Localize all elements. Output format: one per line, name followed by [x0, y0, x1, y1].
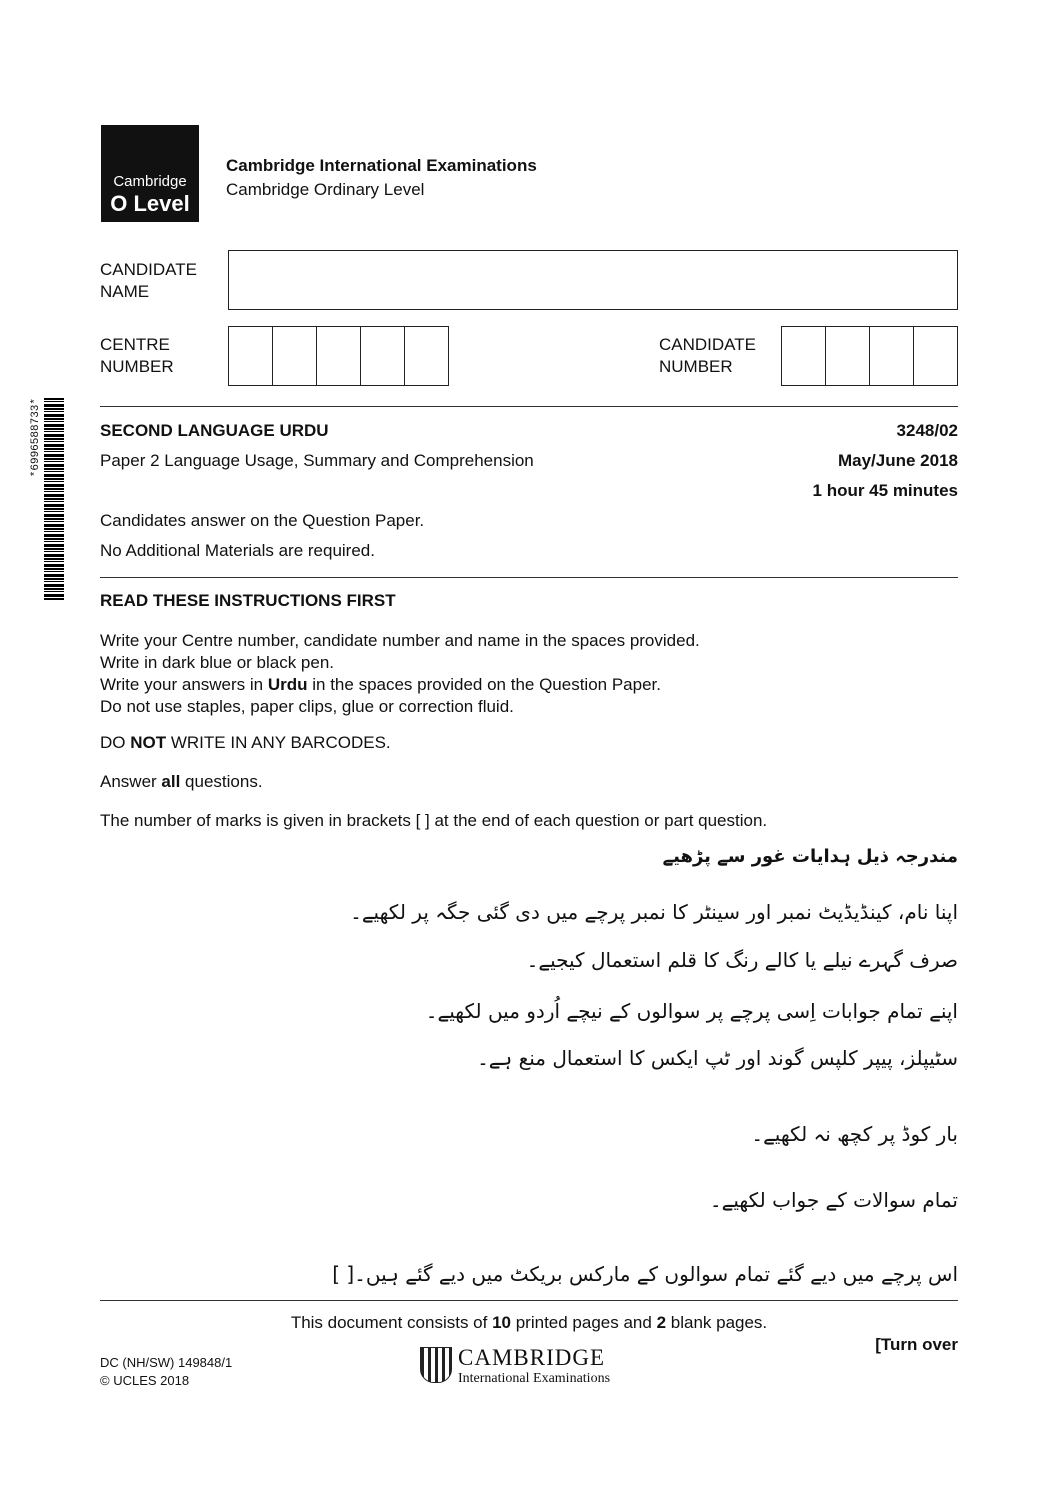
cambridge-wordmark: CAMBRIDGE — [458, 1345, 606, 1370]
document-reference: DC (NH/SW) 149848/1 — [100, 1355, 233, 1370]
barcode — [44, 398, 64, 600]
digit-cell[interactable] — [404, 327, 448, 385]
emphasis: 2 — [656, 1313, 667, 1332]
cambridge-crest-icon — [420, 1347, 452, 1383]
text: Answer — [100, 772, 162, 791]
instructions-block — [100, 630, 700, 718]
materials-line: No Additional Materials are required. — [100, 541, 375, 560]
paper-title: Paper 2 Language Usage, Summary and Comprehension — [100, 451, 534, 470]
candidate-name-label — [100, 259, 197, 303]
logo-line1: Cambridge — [113, 173, 187, 190]
text: in the spaces provided on the Question Paper. — [307, 675, 661, 694]
instruction-line: Write in dark blue or black pen. — [100, 653, 335, 672]
exam-session: May/June 2018 — [837, 451, 958, 470]
text: DO — [100, 733, 131, 752]
centre-number-field[interactable] — [228, 326, 449, 386]
emphasis: 10 — [492, 1313, 511, 1332]
emphasis: NOT — [130, 733, 167, 752]
urdu-line: اپنے تمام جوابات اِسی پرچے پر سوالوں کے نیچے اُردو میں لکھیے۔ — [425, 999, 958, 1023]
digit-cell[interactable] — [782, 327, 825, 385]
paper-code: 3248/02 — [896, 421, 958, 440]
cambridge-wordmark-sub: International Examinations — [458, 1371, 611, 1386]
exam-duration: 1 hour 45 minutes — [812, 481, 958, 500]
divider — [100, 406, 958, 407]
label-line: NUMBER — [100, 357, 174, 376]
instructions-heading: READ THESE INSTRUCTIONS FIRST — [100, 591, 396, 610]
barcode-number: *6996588733* — [30, 398, 42, 478]
urdu-line: صرف گہرے نیلے یا کالے رنگ کا قلم استعمال کیجیے۔ — [526, 948, 958, 972]
turn-over: [Turn over — [875, 1335, 958, 1354]
urdu-line: اپنا نام، کینڈیڈیٹ نمبر اور سینٹر کا نمبر پرچے میں دی گئی جگہ پر لکھیے۔ — [350, 900, 958, 924]
instruction-line — [100, 674, 700, 696]
candidate-number-label — [659, 334, 756, 378]
subject-title: SECOND LANGUAGE URDU — [100, 421, 329, 440]
instruction-line: Write your Centre number, candidate number and name in the spaces provided. — [100, 631, 700, 650]
candidate-name-field[interactable] — [228, 250, 958, 310]
text: printed pages and — [511, 1313, 657, 1332]
exam-board: Cambridge International Examinations — [226, 156, 537, 175]
emphasis: Urdu — [267, 675, 308, 694]
centre-number-label — [100, 334, 174, 378]
label-line: CENTRE — [100, 335, 170, 354]
digit-cell[interactable] — [272, 327, 316, 385]
urdu-line: سٹیپلز، پیپر کلپس گوند اور ٹپ ایکس کا استعمال منع ہے۔ — [477, 1046, 958, 1070]
candidate-number-field[interactable] — [781, 326, 958, 386]
emphasis: all — [161, 772, 181, 791]
text: questions. — [180, 772, 263, 791]
divider — [100, 1300, 958, 1301]
cambridge-o-level-logo — [101, 125, 199, 222]
logo-line2: O Level — [110, 191, 190, 216]
digit-cell[interactable] — [360, 327, 404, 385]
digit-cell[interactable] — [869, 327, 913, 385]
exam-level: Cambridge Ordinary Level — [226, 180, 425, 199]
text: WRITE IN ANY BARCODES. — [166, 733, 391, 752]
label-line: CANDIDATE — [100, 260, 197, 279]
urdu-heading: مندرجہ ذیل ہدایات غور سے پڑھیے — [662, 846, 958, 867]
instruction-line: The number of marks is given in brackets [ ] at the end of each question or part question. — [100, 811, 768, 830]
instruction-line — [100, 772, 263, 792]
instruction-line: Do not use staples, paper clips, glue or correction fluid. — [100, 697, 514, 716]
label-line: NUMBER — [659, 357, 733, 376]
text: Write your answers in — [100, 675, 268, 694]
page-count-note — [0, 1313, 1058, 1333]
urdu-line: اس پرچے میں دیے گئے تمام سوالوں کے مارکس بریکٹ میں دیے گئے ہیں۔[ ] — [332, 1262, 958, 1286]
text: blank pages. — [666, 1313, 768, 1332]
digit-cell[interactable] — [825, 327, 869, 385]
text: This document consists of — [290, 1313, 493, 1332]
label-line: CANDIDATE — [659, 335, 756, 354]
materials-line: Candidates answer on the Question Paper. — [100, 511, 425, 530]
instruction-line — [100, 733, 391, 753]
label-line: NAME — [100, 282, 150, 301]
urdu-line: تمام سوالات کے جواب لکھیے۔ — [709, 1188, 958, 1212]
divider — [100, 577, 958, 578]
digit-cell[interactable] — [316, 327, 360, 385]
digit-cell[interactable] — [229, 327, 272, 385]
copyright: © UCLES 2018 — [100, 1373, 190, 1388]
urdu-line: بار کوڈ پر کچھ نہ لکھیے۔ — [751, 1122, 958, 1146]
digit-cell[interactable] — [913, 327, 957, 385]
